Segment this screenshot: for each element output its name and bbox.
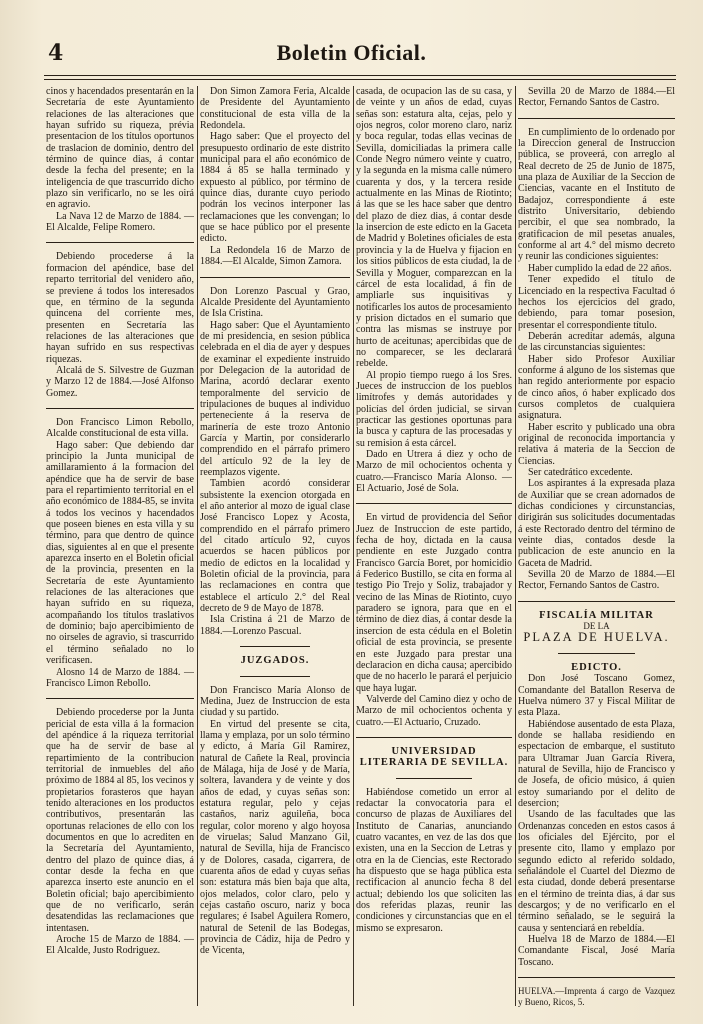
paragraph: Don Lorenzo Pascual y Grao, Alcalde Presidente del Ayuntamiento de Isla Cristina. <box>200 285 350 320</box>
paragraph: Haber cumplido la edad de 22 años. <box>528 262 672 274</box>
separator <box>240 646 310 647</box>
paragraph: Don Simon Zamora Feria, Alcalde de Presidente del Ayuntamiento constitucional de esta villa de la Redondela. <box>200 86 350 132</box>
separator <box>518 977 675 978</box>
paragraph: En cumplimiento de lo ordenado por la Direccion general de Instruccion pública, se proveerá, con arreglo al Real decreto de 25 de Junio de 1875, una plaza de Auxiliar de la Seccion de Ciencias, vacante en el Instituto de Badajoz, correspondiente á este distrito Universitario, debiendo percibir, el que sea nombrado, la gratificacion de mil pesetas anuales, conforme al art 4.° del mismo decreto y reunir las condiciones siguientes: <box>518 126 675 263</box>
page-number: 4 <box>48 40 64 66</box>
paragraph: Habiéndose cometido un error al redactar la convocatoria para el concurso de plazas de Auxiliares del Instituto de Canarias, anunciando cuatro vacantes, en vez de las dos que existen, una en la Seccion de Letras y otra en la de Ciencias, este Rectorado ha dispuesto que se haga pública esta rectificacion al anuncio fecha 8 del actual; debiendo los que soliciten las dos referidas plazas, reunir las condiciones y circunstancias que en el mismo se expresaron. <box>356 786 512 934</box>
signature-line: Sevilla 20 de Marzo de 1884.—El Rector, Fernando Santos de Castro. <box>518 569 675 592</box>
paragraph: Ser catedrático excedente. <box>528 467 633 478</box>
paragraph: Tambien acordó considerar subsistente la exencion otorgada en el año anterior al mozo de igual clase José Francisco Lopez y Acosta, comprendido en el párrafo primero del citado artículo 92, cuyos acuerdos se hacen públicos por medio de edictos en la localidad y Boletin oficial de la provincia, para las reclamaciones en contra que establece el artículo 2.° del Real decreto de 9 de Mayo de 1878. <box>200 478 350 615</box>
signature-line: La Nava 12 de Marzo de 1884. —El Alcalde, Felipe Romero. <box>46 210 194 234</box>
paragraph: En virtud de providencia del Señor Juez de Instruccion de este partido, fecha de hoy, dictada en la causa pendiente en este Juzgado contra Francisco García Boret, por homicidio á Federico Bustillo, se cita en forma al testigo Pio Trejo y Soliz, trabajador y vecino de las Minas de Riotinto, cuyo paradero se ignora, para que en el término de diez dias, á contar desde la insercion de esta cédula en el Boletin oficial de esta provincia, se presente en este Juzgado para prestar una declaracion en dicha causa; apercibido que de no hacerlo le parará el perjuicio que haya lugar. <box>356 512 512 694</box>
column-divider <box>353 86 354 1006</box>
signature-line: Aroche 15 de Marzo de 1884. —El Alcalde, Justo Rodriguez. <box>46 934 194 957</box>
column-divider <box>197 86 198 1006</box>
paragraph: Don Francisco María Alonso de Medina, Juez de Instruccion de esta ciudad y su partido. <box>200 684 350 719</box>
signature-line: Dado en Utrera á diez y ocho de Marzo de mil ochocientos ochenta y cuatro.—Francisco María Alonso. —El Actuario, José de Sola. <box>356 449 512 495</box>
paragraph: casada, de ocupacion las de su casa, y de veinte y un años de edad, cuyas señas son: estatura alta, cejas, pelo y ojos negros, color moreno claro, nariz y boca regular, todas ellas vecinas de Sevilla, domiciliadas la primera calle Conde Negro número veinte y cuatro, y la segunda en la misma calle número cuarenta y dos, y la tercera reside actualmente en las Minas de Riotinto; á las que se les hace saber que dentro del plazo de diez dias, á contar desde la insercion de este edicto en la Gaceta de Madrid y Boletines oficiales de esta provincia y la de Huelva y fijacion en los sitios públicos de esta ciudad, la de Sevilla y Moguer, comparezcan en la cárcel de esta localidad, á fin de ampliarle sus inquisitivas y notificarles los autos de procesamiento y prision dictados en el sumario que contra las mismas se instruye por hurto de aceitunas; apercibidas que de no comparecer, se les declarará rebelde. <box>356 86 512 370</box>
separator <box>200 277 350 278</box>
header-rule <box>44 75 676 76</box>
header-rule-thin <box>44 79 676 80</box>
paragraph: Hago saber: Que el Ayuntamiento de mi presidencia, en sesion pública celebrada en el dia de ayer y despues de examinar el expediente instruido por Delegacion de la autoridad de Marina, acordó declarar exento temporalmente del servicio de tripulaciones de buques al individuo perteneciente á la reserva de marinería de este trozo Antonio García y Martin, por considerarlo comprendido en el párrafo primero del artículo 92 de la ley de reemplazos vigente. <box>200 319 350 478</box>
paragraph: Haber sido Profesor Auxiliar conforme á alguno de los sistemas que han regido anteriormente por espacio de cinco años, ó haber explicado dos cursos completos de cualquiera asignatura. <box>518 353 675 422</box>
paragraph: Haber escrito y publicado una obra original de reconocida importancia y relativa á materia de la Seccion de Ciencias. <box>518 421 675 467</box>
signature-line: La Redondela 16 de Marzo de 1884.—El Alcalde, Simon Zamora. <box>200 244 350 268</box>
signature-line: Isla Cristina á 21 de Marzo de 1884.—Lorenzo Pascual. <box>200 614 350 637</box>
column-3 <box>356 86 512 1016</box>
signature-line: Alcalá de S. Silvestre de Guzman y Marzo 12 de 1884.—José Alfonso Gomez. <box>46 364 194 399</box>
signature-line: Huelva 18 de Marzo de 1884.—El Comandante Fiscal, José María Toscano. <box>518 934 675 968</box>
section-heading: PLAZA DE HUELVA. <box>523 630 670 645</box>
paragraph: Habiéndose ausentado de esta Plaza, donde se hallaba residiendo en espectacion de embarque, el sustituto para Ultramar Juan García Rivera, natural de Sevilla, hijo de Francisco y de Josefa, de oficio músico, á quien estoy sumariando por el delito de desercion; <box>518 718 675 809</box>
paragraph: Los aspirantes á la expresada plaza de Auxiliar que se crean adornados de dichas condiciones y circunstancias, dirigirán sus solicitudes documentadas á este Rectorado dentro del término de veinte dias, contados desde la publicacion de este anuncio en la Gaceta de Madrid. <box>518 478 675 569</box>
section-heading: JUZGADOS. <box>240 655 310 667</box>
section-heading: DE LA <box>583 621 610 632</box>
separator <box>396 778 472 779</box>
separator <box>46 242 194 243</box>
column-4 <box>518 86 675 1016</box>
paragraph: Tener expedido el título de Licenciado en la respectiva Facultad ó hechos los ejercicios del grado, debiendo, para tomar posesion, presentar el correspondiente título. <box>518 274 675 331</box>
separator <box>518 118 675 119</box>
paragraph: Debiendo procederse á la formacion del apéndice, base del reparto territorial del venidero año, se previene á todos los interesados que, en término de la segunda quincena del corriente mes, presenten en Secretaría las relaciones de las alteraciones que hayan sufrido en sus respectivas riquezas. <box>46 251 194 365</box>
subheading: EDICTO. <box>571 661 622 673</box>
signature-line: Valverde del Camino diez y ocho de Marzo de mil ochocientos ochenta y cuatro.—El Actuario, Cruzado. <box>356 693 512 728</box>
signature-line: Alosno 14 de Marzo de 1884. —Francisco Limon Rebollo. <box>46 666 194 689</box>
section-heading: FISCALÍA MILITAR <box>539 609 654 621</box>
imprint: HUELVA.—Imprenta á cargo de Vazquez y Bueno, Ricos, 5. <box>518 986 675 1008</box>
paragraph: Don José Toscano Gomez, Comandante del Batallon Reserva de Huelva número 37 y Fiscal Militar de esta Plaza. <box>518 673 675 719</box>
paragraph: cinos y hacendados presentarán en la Secretaría de este Ayuntamiento relaciones de las alteraciones que hayan sufrido su riqueza, prévia presentacion de los títulos oportunos de traslacion de dominio, dentro del término de quince dias, á contar desde la fecha del presente; en la inteligencia de que trascurrido dicho plazo sin verificarlo, no se les oirá en agravio. <box>46 86 194 211</box>
separator <box>46 408 194 409</box>
paragraph: Hago saber: Que el proyecto del presupuesto ordinario de este distrito municipal para el año económico de 1884 á 85 se halla terminado y expuesto al público, por término de quince dias, durante cuyo periodo podrán los vecinos interponer las reclamaciones que les convengan; lo que se hace público por el presente edicto. <box>200 131 350 245</box>
separator <box>518 601 675 602</box>
separator <box>356 737 512 738</box>
paragraph: Al propio tiempo ruego á los Sres. Jueces de instruccion de los pueblos limítrofes y demás autoridades y policías del órden judicial, se sirvan practicar las gestiones oportunas para la busca y captura de las procesadas y su remision á esta cárcel. <box>356 369 512 449</box>
paragraph: En virtud del presente se cita, llama y emplaza, por un solo término y edicto, á María Gil Ramirez, natural de Cañete la Real, provincia de Málaga, hija de José y de María, soltera, lavandera y de veinte y dos años de edad, y cuyas señas son: estatura regular, pelo y cejas castaños, nariz aguileña, boca regular, color moreno y algo hoyosa de viruelas; Salud Manzano Gil, natural de Sevilla, hija de Francisco y de Dolores, casada, cigarrera, de cuarenta años de edad y cuyas señas son: estatura más bien baja que alta, ojos melados, color claro, pelo y cejas castaño oscuro, nariz y boca regulares; é Isabel Aguilera Romero, natural de Setenil de las Bodegas, provincia de Cádiz, hija de Pedro y de Vicenta, <box>200 718 350 957</box>
paragraph: Deberán acreditar además, alguna de las circunstancias siguientes: <box>518 330 675 354</box>
column-2 <box>200 86 350 1016</box>
column-1 <box>46 86 194 1016</box>
column-divider <box>515 86 516 1006</box>
signature-line: Sevilla 20 de Marzo de 1884.—El Rector, Fernando Santos de Castro. <box>518 86 675 109</box>
paragraph: Don Francisco Limon Rebollo, Alcalde constitucional de esta villa. <box>46 416 194 440</box>
section-heading: UNIVERSIDAD LITERARIA DE SEVILLA. <box>359 745 509 769</box>
separator <box>46 698 194 699</box>
paragraph: Usando de las facultades que las Ordenanzas conceden en estos casos á los oficiales del Ejército, por el presente cito, llamo y emplazo por segundo edicto al referido soldado, señalándole el Cuartel del Diezmo de esta ciudad, donde deberá presentarse en el término de treinta dias, á dar sus descargos; y de no verificarlo en el término señalado, se le seguirá la causa y sentenciará en rebeldía. <box>518 809 675 934</box>
page-title: Boletin Oficial. <box>276 40 427 65</box>
separator <box>558 653 635 654</box>
separator <box>356 503 512 504</box>
paragraph: Debiendo procederse por la Junta pericial de esta villa á la formacion del apéndice á la riqueza territorial que ha de servir de base al repartimiento de la contribucion territorial de inmuebles del año próximo de 1884 al 85, los vecinos y propietarios forasteros que hayan tenido alteraciones en los productos contributivos, presentarán las oportunas relaciones de ello con los documentos en que lo acrediten en la Secretaría del Ayuntamiento, dentro del plazo de quince dias, á contar desde la fecha en que aparezca inserto este anuncio en el Boletin oficial; bajo apercibimiento que de no verificarlo, serán desatendidas las reclamaciones que intentasen. <box>46 707 194 934</box>
paragraph: Hago saber: Que debiendo dar principio la Junta municipal de amillaramiento á la formacion del apéndice que ha de servir de base para el repartimiento territorial en el año económico de 1884-85, se invita á todos los vecinos y hacendados que poseen bienes en esta villa y su término, para que dentro de quince dias, siguientes al en que el presente aparezca inserto en el Boletin oficial de la provincia, presenten en la Secretaría de este Ayuntamiento relaciones de las alteraciones que hayan sufrido en su riqueza, acompañando los títulos traslativos de dominio; bajo apercibimiento de no oirseles de agravio, si trascurrido el término señalado no lo verificasen. <box>46 439 194 667</box>
separator <box>240 676 310 677</box>
